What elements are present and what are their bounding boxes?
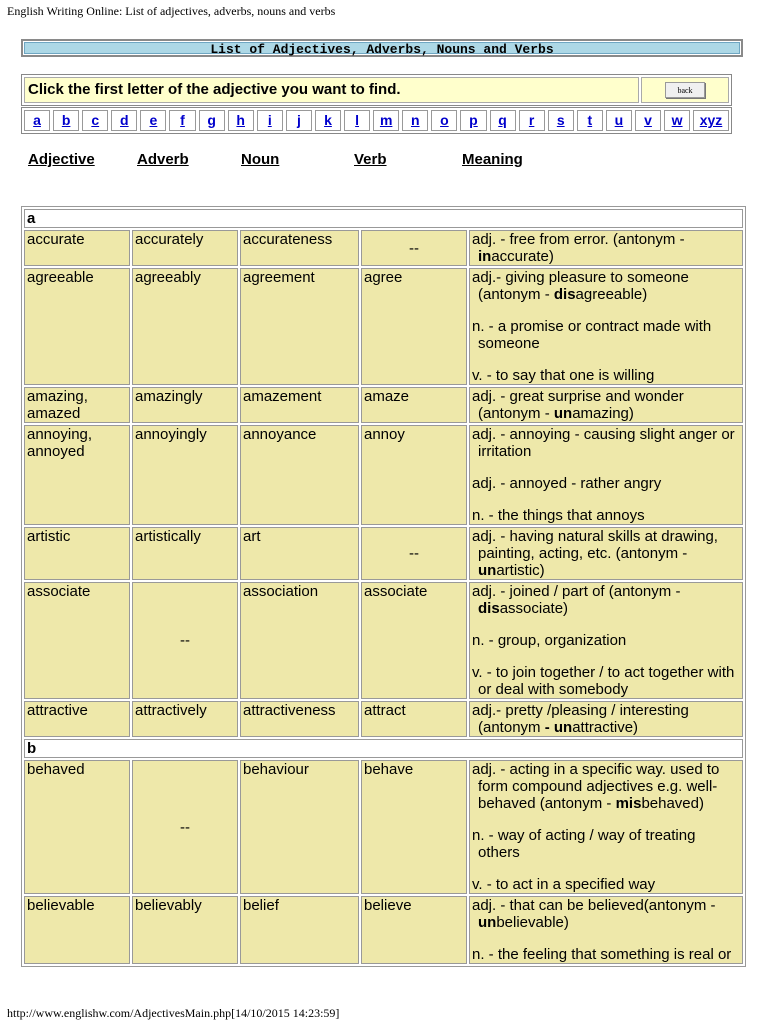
letter-link-b[interactable]: b: [53, 110, 79, 131]
section-header-a: [24, 209, 743, 228]
noun-cell: belief: [240, 896, 359, 964]
letter-link-v[interactable]: v: [635, 110, 661, 131]
table-row: [24, 896, 743, 964]
noun-cell: behaviour: [240, 760, 359, 894]
meaning-line: adj. - having natural skills at drawing, painting, acting, etc. (antonym - unartistic): [472, 528, 718, 579]
word-table: [21, 206, 746, 967]
noun-cell: amazement: [240, 387, 359, 423]
adverb-cell: artistically: [132, 527, 238, 580]
section-letter: b: [24, 739, 743, 758]
letter-index: [21, 107, 732, 134]
letter-link-i[interactable]: i: [257, 110, 283, 131]
letter-link-k[interactable]: k: [315, 110, 341, 131]
meaning-cell: [469, 760, 743, 894]
letter-link-l[interactable]: l: [344, 110, 370, 131]
header-adverb: Adverb: [137, 151, 189, 168]
meaning-line: n. - way of acting / way of treating others: [472, 827, 696, 861]
meaning-cell: [469, 268, 743, 385]
meaning-line: adj.- giving pleasure to someone (antonym - disagreeable): [472, 269, 689, 303]
table-row: [24, 760, 743, 894]
table-row: [24, 268, 743, 385]
meaning-cell: [469, 527, 743, 580]
letter-link-u[interactable]: u: [606, 110, 632, 131]
meaning-cell: [469, 896, 743, 964]
letter-link-f[interactable]: f: [169, 110, 195, 131]
section-header-b: [24, 739, 743, 758]
adverb-cell: believably: [132, 896, 238, 964]
letter-link-r[interactable]: r: [519, 110, 545, 131]
table-row: [24, 230, 743, 266]
meaning-line: v. - to say that one is willing: [472, 367, 655, 384]
adverb-cell: amazingly: [132, 387, 238, 423]
adjective-cell: agreeable: [24, 268, 130, 385]
meaning-line: n. - the things that annoys: [472, 507, 645, 524]
back-cell: [641, 77, 729, 103]
meaning-cell: [469, 425, 743, 525]
verb-cell: --: [361, 230, 467, 266]
letter-link-t[interactable]: t: [577, 110, 603, 131]
letter-link-e[interactable]: e: [140, 110, 166, 131]
noun-cell: art: [240, 527, 359, 580]
meaning-line: n. - a promise or contract made with someone: [472, 318, 712, 352]
letter-link-xyz[interactable]: xyz: [693, 110, 729, 131]
adjective-cell: attractive: [24, 701, 130, 737]
adjective-cell: amazing, amazed: [24, 387, 130, 423]
table-row: [24, 425, 743, 525]
meaning-cell: [469, 582, 743, 699]
browser-page-title: English Writing Online: List of adjectives, adverbs, nouns and verbs: [7, 4, 336, 18]
letter-link-q[interactable]: q: [490, 110, 516, 131]
header-meaning: Meaning: [462, 151, 523, 168]
adverb-cell: --: [132, 582, 238, 699]
adjective-cell: associate: [24, 582, 130, 699]
meaning-line: v. - to act in a specified way: [472, 876, 656, 893]
meaning-line: adj. - joined / part of (antonym - disassociate): [472, 583, 681, 617]
verb-cell: annoy: [361, 425, 467, 525]
adjective-cell: accurate: [24, 230, 130, 266]
adjective-cell: behaved: [24, 760, 130, 894]
page-title: List of Adjectives, Adverbs, Nouns and Verbs: [24, 42, 740, 54]
letter-link-a[interactable]: a: [24, 110, 50, 131]
verb-cell: associate: [361, 582, 467, 699]
noun-cell: attractiveness: [240, 701, 359, 737]
meaning-cell: [469, 387, 743, 423]
letter-link-h[interactable]: h: [228, 110, 254, 131]
verb-cell: believe: [361, 896, 467, 964]
meaning-line: adj. - annoyed - rather angry: [472, 475, 662, 492]
meaning-line: adj. - acting in a specific way. used to form compound adjectives e.g. well-behaved (antonym - misbehaved): [472, 761, 720, 812]
adjective-cell: artistic: [24, 527, 130, 580]
meaning-line: adj. - free from error. (antonym - inaccurate): [472, 231, 685, 265]
adverb-cell: agreeably: [132, 268, 238, 385]
meaning-line: adj. - great surprise and wonder (antonym - unamazing): [472, 388, 684, 422]
page-title-bar: [21, 39, 743, 57]
header-verb: Verb: [354, 151, 387, 168]
header-noun: Noun: [241, 151, 280, 168]
letter-link-g[interactable]: g: [199, 110, 225, 131]
meaning-line: adj.- pretty /pleasing / interesting (antonym - unattractive): [472, 702, 689, 736]
instruction-bar: [21, 74, 732, 106]
adjective-cell: annoying, annoyed: [24, 425, 130, 525]
letter-link-n[interactable]: n: [402, 110, 428, 131]
letter-link-o[interactable]: o: [431, 110, 457, 131]
verb-cell: --: [361, 527, 467, 580]
noun-cell: accurateness: [240, 230, 359, 266]
meaning-cell: [469, 230, 743, 266]
meaning-line: adj. - that can be believed(antonym - unbelievable): [472, 897, 716, 931]
letter-link-j[interactable]: j: [286, 110, 312, 131]
verb-cell: agree: [361, 268, 467, 385]
meaning-line: v. - to join together / to act together with or deal with somebody: [472, 664, 735, 698]
table-row: [24, 387, 743, 423]
letter-link-p[interactable]: p: [460, 110, 486, 131]
adverb-cell: accurately: [132, 230, 238, 266]
letter-link-c[interactable]: c: [82, 110, 108, 131]
meaning-line: n. - group, organization: [472, 632, 627, 649]
table-row: [24, 527, 743, 580]
section-letter: a: [24, 209, 743, 228]
header-adjective: Adjective: [28, 151, 95, 168]
noun-cell: association: [240, 582, 359, 699]
table-row: [24, 701, 743, 737]
letter-link-s[interactable]: s: [548, 110, 574, 131]
letter-link-m[interactable]: m: [373, 110, 399, 131]
adverb-cell: annoyingly: [132, 425, 238, 525]
verb-cell: amaze: [361, 387, 467, 423]
verb-cell: behave: [361, 760, 467, 894]
noun-cell: agreement: [240, 268, 359, 385]
verb-cell: attract: [361, 701, 467, 737]
adverb-cell: attractively: [132, 701, 238, 737]
adjective-cell: believable: [24, 896, 130, 964]
letter-link-d[interactable]: d: [111, 110, 137, 131]
meaning-line: adj. - annoying - causing slight anger or irritation: [472, 426, 735, 460]
meaning-cell: [469, 701, 743, 737]
adverb-cell: --: [132, 760, 238, 894]
noun-cell: annoyance: [240, 425, 359, 525]
instruction-text: Click the first letter of the adjective you want to find.: [24, 77, 639, 103]
back-button[interactable]: back: [665, 82, 705, 98]
browser-url-footer: http://www.englishw.com/AdjectivesMain.php[14/10/2015 14:23:59]: [7, 1006, 340, 1020]
table-row: [24, 582, 743, 699]
letter-link-w[interactable]: w: [664, 110, 690, 131]
meaning-line: n. - the feeling that something is real or: [472, 946, 732, 963]
